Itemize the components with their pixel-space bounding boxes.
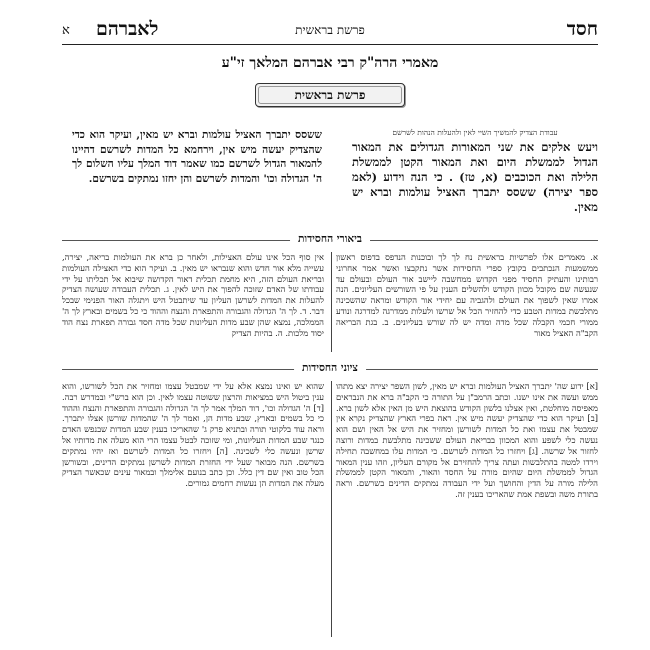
main-verse-block bbox=[352, 128, 598, 215]
running-header bbox=[62, 18, 598, 44]
page-title: מאמרי הרה"ק רבי אברהם המלאך זי"ע bbox=[221, 55, 439, 71]
main-commentary-block: ששסס יתברך האציל עולמות וברא יש מאין, ועיקר הוא כדי שהצדיק יעשה מיש אין, וירחמא כל המדות לשרשם דהיינו להמאור הגדול לשרשם כמו שאמר דוד המלך עליו השלום לך ה' הגדולה וכו' והמדות לשרשם והן יחזו נמתקים בשרשם. bbox=[72, 129, 322, 185]
section-title-tziyunei bbox=[62, 362, 598, 376]
page-content bbox=[62, 0, 598, 650]
banner-label: פרשת בראשית bbox=[294, 88, 366, 102]
tziyunei-right-column: [א] ידוע שה' יתברך האציל העולמות וברא יש מאין, לשון השפר יצירה יצא מתהו ממש ועשה את אינו ישנו. וכתב הרמב"ן על התורה כי הקב"ה ברא את הנבראים מאפיסה מוחלטת, ואין אצלנו בלשון הקודש בהוצאת היש מן האין אלא לשון ברא. [ב] ועיקר הוא כדי שהצדיק יעשה מיש אין. ראה בפרי הארץ שהצדיק נקרא אין שמבטל את עצמו ואת כל המדות לשורשן ומחזיר את היש אל האין ושם הוא נעשה כלי לשפע והוא המכוון בבריאת העולם ששכינה מתלבשת במדות ורוצה לחזור אל שרשה. [ג] ויחזרו כל המדות לשרשם. כי המדות עלו במחשבה תחילה וירדו למטה בהתלבשות ועתה צריך להחזירם אל מקורם העליון, וזהו ענין המאור הגדול לממשלת היום שהיום מורה על החסד והאור, והמאור הקטן לממשלת הלילה מורה על הדין והחושך ועל ידי העבודה נמתקים הדינים בשרשם. וראה בתורת משה ובשפת אמת שהאריכו בענין זה. bbox=[336, 381, 598, 499]
tziyunei-left-column: שהוא יש ואינו נמצא אלא על ידי שמבטל עצמו ומחזיר את הכל לשורשו, והוא ענין ביטול היש במציאות והרצון ששוטה עצמו לאין. וכן הוא ברש"י ובמדרש רבה. [ד] ה' הגדולה וכו', דוד המלך אמר לך ה' הגדולה והגבורה והתפארת והנצח וההוד כי כל בשמים ובארץ, שבע מדות הן, ואמר לך ה' שהמדות שורשן אצלו יתברך. וראה עוד בלקוטי תורה ובתניא פרק ג' שהאריכו בענין שבע המדות שבנפש האדם כנגד שבע המדות העליונות, ומי שזוכה לבטל עצמו הרי הוא מעלה את מדותיו אל שרשן ונעשה כלי לשכינה. [ה] ויחזרו כל המדות לשרשם ואז יהיו נמתקים בשרשם. הנה מבואר שעל ידי החזרת המדות לשרשן נמתקים הדינים, ובשורשן הכל טוב ואין שם דין כלל. וכן כתב בנועם אלימלך ובמאור עינים שכאשר הצדיק מעלה את המדות הן נעשות רחמים גמורים. bbox=[62, 381, 324, 489]
header-rule bbox=[62, 44, 598, 45]
page-number: א bbox=[62, 23, 70, 38]
header-parsha: פרשת בראשית bbox=[295, 23, 365, 37]
section-title-biurei bbox=[62, 233, 598, 247]
verse-note: עבודת הצדיק להמשיך השיי לאין ולהעלות הנהות לשרשם bbox=[392, 128, 558, 137]
header-avraham: לאברהם bbox=[96, 18, 159, 40]
biurei-left-column: אין סוף הכל אינו עולם האצילות, ולאחר כן ברא את העולמות בריאה, יצירה, עשייה מלא אור חדש והוא שנבראו יש מאין. ב. ועיקר הוא כדי האצילה העולמות ובריאת העולם הזה, היא מחמת תכלית דאור הקדושה שיבוא אל תכליתו על ידי עבודתו של האדם שזוכה להפוך את היש לאין. ג. תכלית העבודה שעושה הצדיק להעלות את המדות לשרשן העליון עד שיתבטל היש ויתגלה האור הפנימי שבכל דבר. ד. לך ה' הגדולה והגבורה והתפארת והנצח וההוד כי כל בשמים ובארץ לך ה' הממלכה, נמצא שהן שבע מדות העליונות שכל מדה חסד גבורה תפארת נצח הוד יסוד מלכות. ה. בהיות הצדיק bbox=[62, 252, 324, 338]
header-chesed: חסד bbox=[566, 18, 598, 40]
parsha-banner bbox=[255, 83, 405, 107]
section-label-biurei: ביאורי החסידות bbox=[290, 233, 370, 245]
biurei-right-column: א. מאמרים אלו לפרשיות בראשית נח לך לך ובוכנות הנדפס בדפוס ראשון ממשמעות הנכתבים בקובץ ספרי החסידות אשר נתקבצו ואשר אמר אחרוני רבותינו והעתיק החסיד מפני הקדוש ממחשבה ליישב אור העולם ובעולם עד שנעשה שם מקובל מכוון הקודש ולהשלים הענין על פי השורשים העליונים. הנה אמרו שאין לשפוך את העולם ולהגביה עם יחידי אור הקודש ומראה שהשכינה מתלבשת במדות הטבע כדי להחזיר הכל אל שרשו ולעלות ממדרגה למדרגה ונודע ממורי חכמי הקבלה שכל מדה ומדה יש לה שורש בעליונים. ב. בגת הבריאה הקב"ה האציל מאור bbox=[336, 252, 598, 338]
column-divider bbox=[331, 381, 332, 637]
column-divider bbox=[331, 252, 332, 352]
verse-text: ויעש אלקים את שני המאורות הגדולים את המאור הגדול לממשלת היום ואת המאור הקטן לממשלת הלילה ואת הכוכבים (א, טז) . כי הנה וידוע (לאמ ספר יצירה) ששסס יתברך האציל עולמות וברא יש מאין. bbox=[352, 140, 598, 214]
section-label-tziyunei: ציוני החסידות bbox=[294, 362, 366, 374]
